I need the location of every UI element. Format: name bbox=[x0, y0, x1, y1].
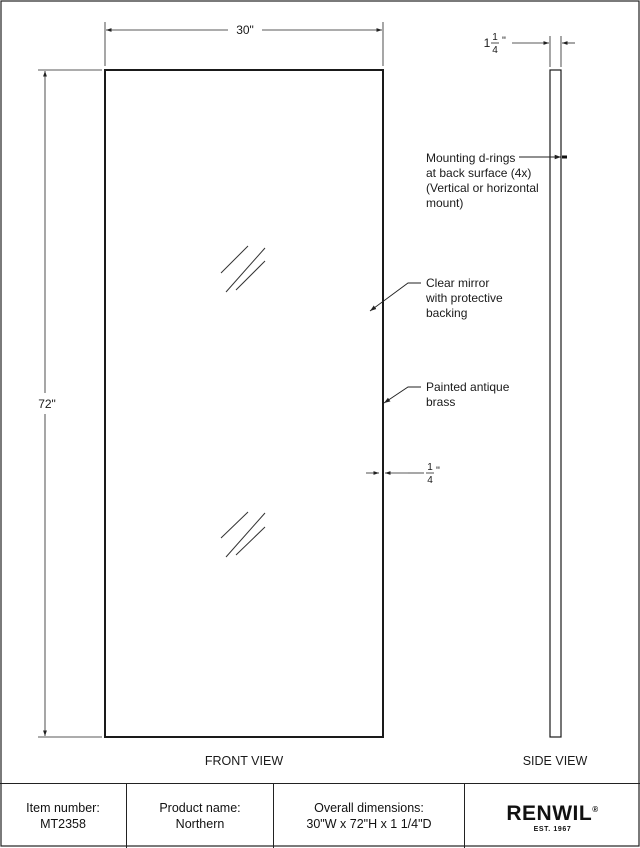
overall-dimensions-value: 30"W x 72"H x 1 1/4"D bbox=[306, 817, 432, 831]
item-number-cell bbox=[0, 784, 127, 848]
svg-text:1: 1 bbox=[483, 36, 491, 50]
item-number-label: Item number: bbox=[26, 801, 100, 815]
svg-text:with protective: with protective bbox=[426, 291, 503, 305]
svg-text:Clear mirror: Clear mirror bbox=[426, 276, 490, 290]
side-view-label: SIDE VIEW bbox=[522, 754, 588, 768]
glass-reflection-marks-lower bbox=[221, 512, 265, 557]
d-rings-callout bbox=[426, 151, 539, 210]
svg-text:4: 4 bbox=[492, 45, 498, 56]
overall-dimensions-label: Overall dimensions: bbox=[314, 801, 424, 815]
overall-dimensions-cell bbox=[274, 784, 465, 848]
product-name-label: Product name: bbox=[159, 801, 241, 815]
svg-text:": " bbox=[502, 35, 506, 47]
depth-dimension-label bbox=[484, 32, 506, 56]
height-dimension-label: 72" bbox=[38, 397, 56, 411]
front-view-frame bbox=[105, 70, 383, 737]
depth-dimension bbox=[512, 36, 575, 67]
svg-text:(Vertical or horizontal: (Vertical or horizontal bbox=[426, 181, 539, 195]
svg-text:Mounting d-rings: Mounting d-rings bbox=[426, 151, 516, 165]
product-name-cell bbox=[127, 784, 274, 848]
sheet-border bbox=[1, 1, 639, 846]
svg-text:at back surface (4x): at back surface (4x) bbox=[426, 166, 532, 180]
front-view-label: FRONT VIEW bbox=[204, 754, 284, 768]
width-dimension-label: 30" bbox=[236, 23, 254, 37]
frame-finish-leader bbox=[384, 387, 421, 403]
side-view-frame bbox=[550, 70, 561, 737]
brand-established: EST. 1967 bbox=[533, 825, 572, 833]
svg-text:mount): mount) bbox=[426, 196, 464, 210]
svg-text:4: 4 bbox=[427, 475, 433, 486]
mirror-callout bbox=[425, 276, 503, 320]
svg-text:1: 1 bbox=[492, 32, 498, 43]
frame-thickness-label bbox=[426, 462, 440, 486]
svg-text:": " bbox=[436, 465, 440, 477]
glass-reflection-marks-upper bbox=[221, 246, 265, 292]
title-block bbox=[0, 783, 640, 848]
frame-finish-callout bbox=[426, 380, 510, 409]
mirror-leader bbox=[370, 283, 421, 311]
brand-logo: RENWIL® bbox=[506, 801, 599, 825]
svg-text:1: 1 bbox=[427, 462, 433, 473]
svg-text:Painted antique: Painted antique bbox=[426, 380, 510, 394]
svg-text:brass: brass bbox=[426, 395, 456, 409]
svg-text:backing: backing bbox=[426, 306, 468, 320]
item-number-value: MT2358 bbox=[40, 817, 86, 831]
product-name-value: Northern bbox=[175, 817, 225, 831]
brand-logo-cell bbox=[465, 784, 640, 848]
